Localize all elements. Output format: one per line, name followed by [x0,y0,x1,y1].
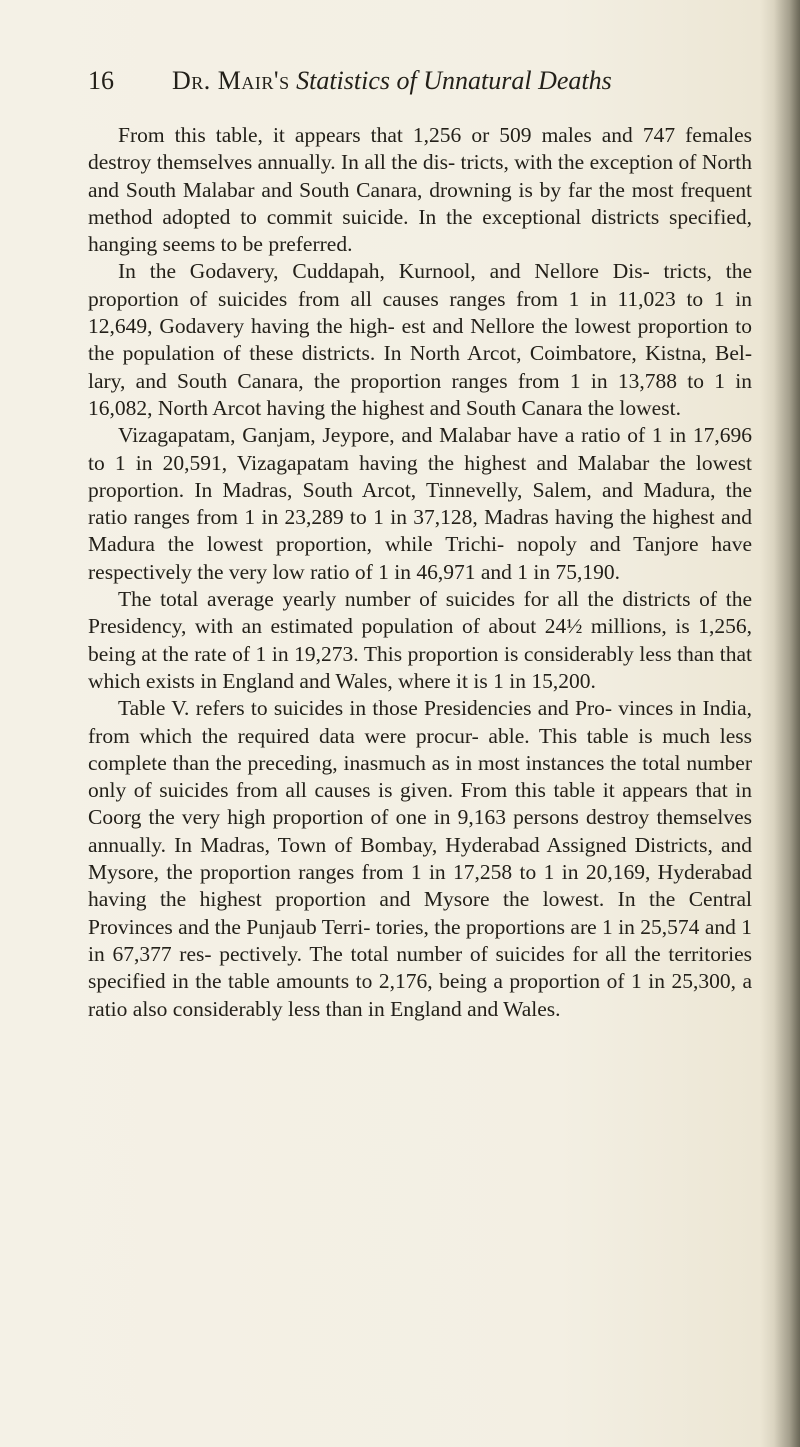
paragraph-1: From this table, it appears that 1,256 or 509 males and 747 females destroy themselves annually. In all the dis- tricts, with the exception of North and South Malabar and South Canara, drowning is by far the most frequent method adopted to commit suicide. In the exceptional districts specified, hanging seems to be preferred. [88,123,752,257]
paragraph-3: Vizagapatam, Ganjam, Jeypore, and Malabar have a ratio of 1 in 17,696 to 1 in 20,591, Vizagapatam having the highest and Malabar the lowest proportion. In Madras, South Arcot, Tinnevelly, Salem, and Madura, the ratio ranges from 1 in 23,289 to 1 in 37,128, Madras having the highest and Madura the lowest proportion, while Trichi- nopoly and Tanjore have respectively the very low ratio of 1 in 46,971 and 1 in 75,190. [88,423,752,584]
running-title-author: Dr. Mair's [172,66,290,95]
body-text [88,122,752,1023]
paragraph-4: The total average yearly number of suicides for all the districts of the Presidency, with an estimated population of about 24½ millions, is 1,256, being at the rate of 1 in 19,273. This proportion is considerably less than that which exists in England and Wales, where it is 1 in 15,200. [88,587,752,693]
page-edge-shadow [774,0,800,1447]
paragraph-2: In the Godavery, Cuddapah, Kurnool, and Nellore Dis- tricts, the proportion of suicides from all causes ranges from 1 in 11,023 to 1 in 12,649, Godavery having the high- est and Nellore the lowest proportion to the population of these districts. In North Arcot, Coimbatore, Kistna, Bel- lary, and South Canara, the proportion ranges from 1 in 13,788 to 1 in 16,082, North Arcot having the highest and South Canara the lowest. [88,259,752,420]
paragraph-5: Table V. refers to suicides in those Presidencies and Pro- vinces in India, from which the required data were procur- able. This table is much less complete than the preceding, inasmuch as in most instances the total number only of suicides from all causes is given. From this table it appears that in Coorg the very high proportion of one in 9,163 persons destroy themselves annually. In Madras, Town of Bombay, Hyderabad Assigned Districts, and Mysore, the proportion ranges from 1 in 17,258 to 1 in 20,169, Hyderabad having the highest proportion and Mysore the lowest. In the Central Provinces and the Punjaub Terri- tories, the proportions are 1 in 25,574 and 1 in 67,377 res- pectively. The total number of suicides for all the territories specified in the table amounts to 2,176, being a proportion of 1 in 25,300, a ratio also considerably less than in England and Wales. [88,696,752,1021]
running-title-text: Statistics of Unnatural Deaths [296,66,612,95]
page-number: 16 [88,66,114,95]
running-title [172,66,612,96]
running-header [88,66,748,100]
